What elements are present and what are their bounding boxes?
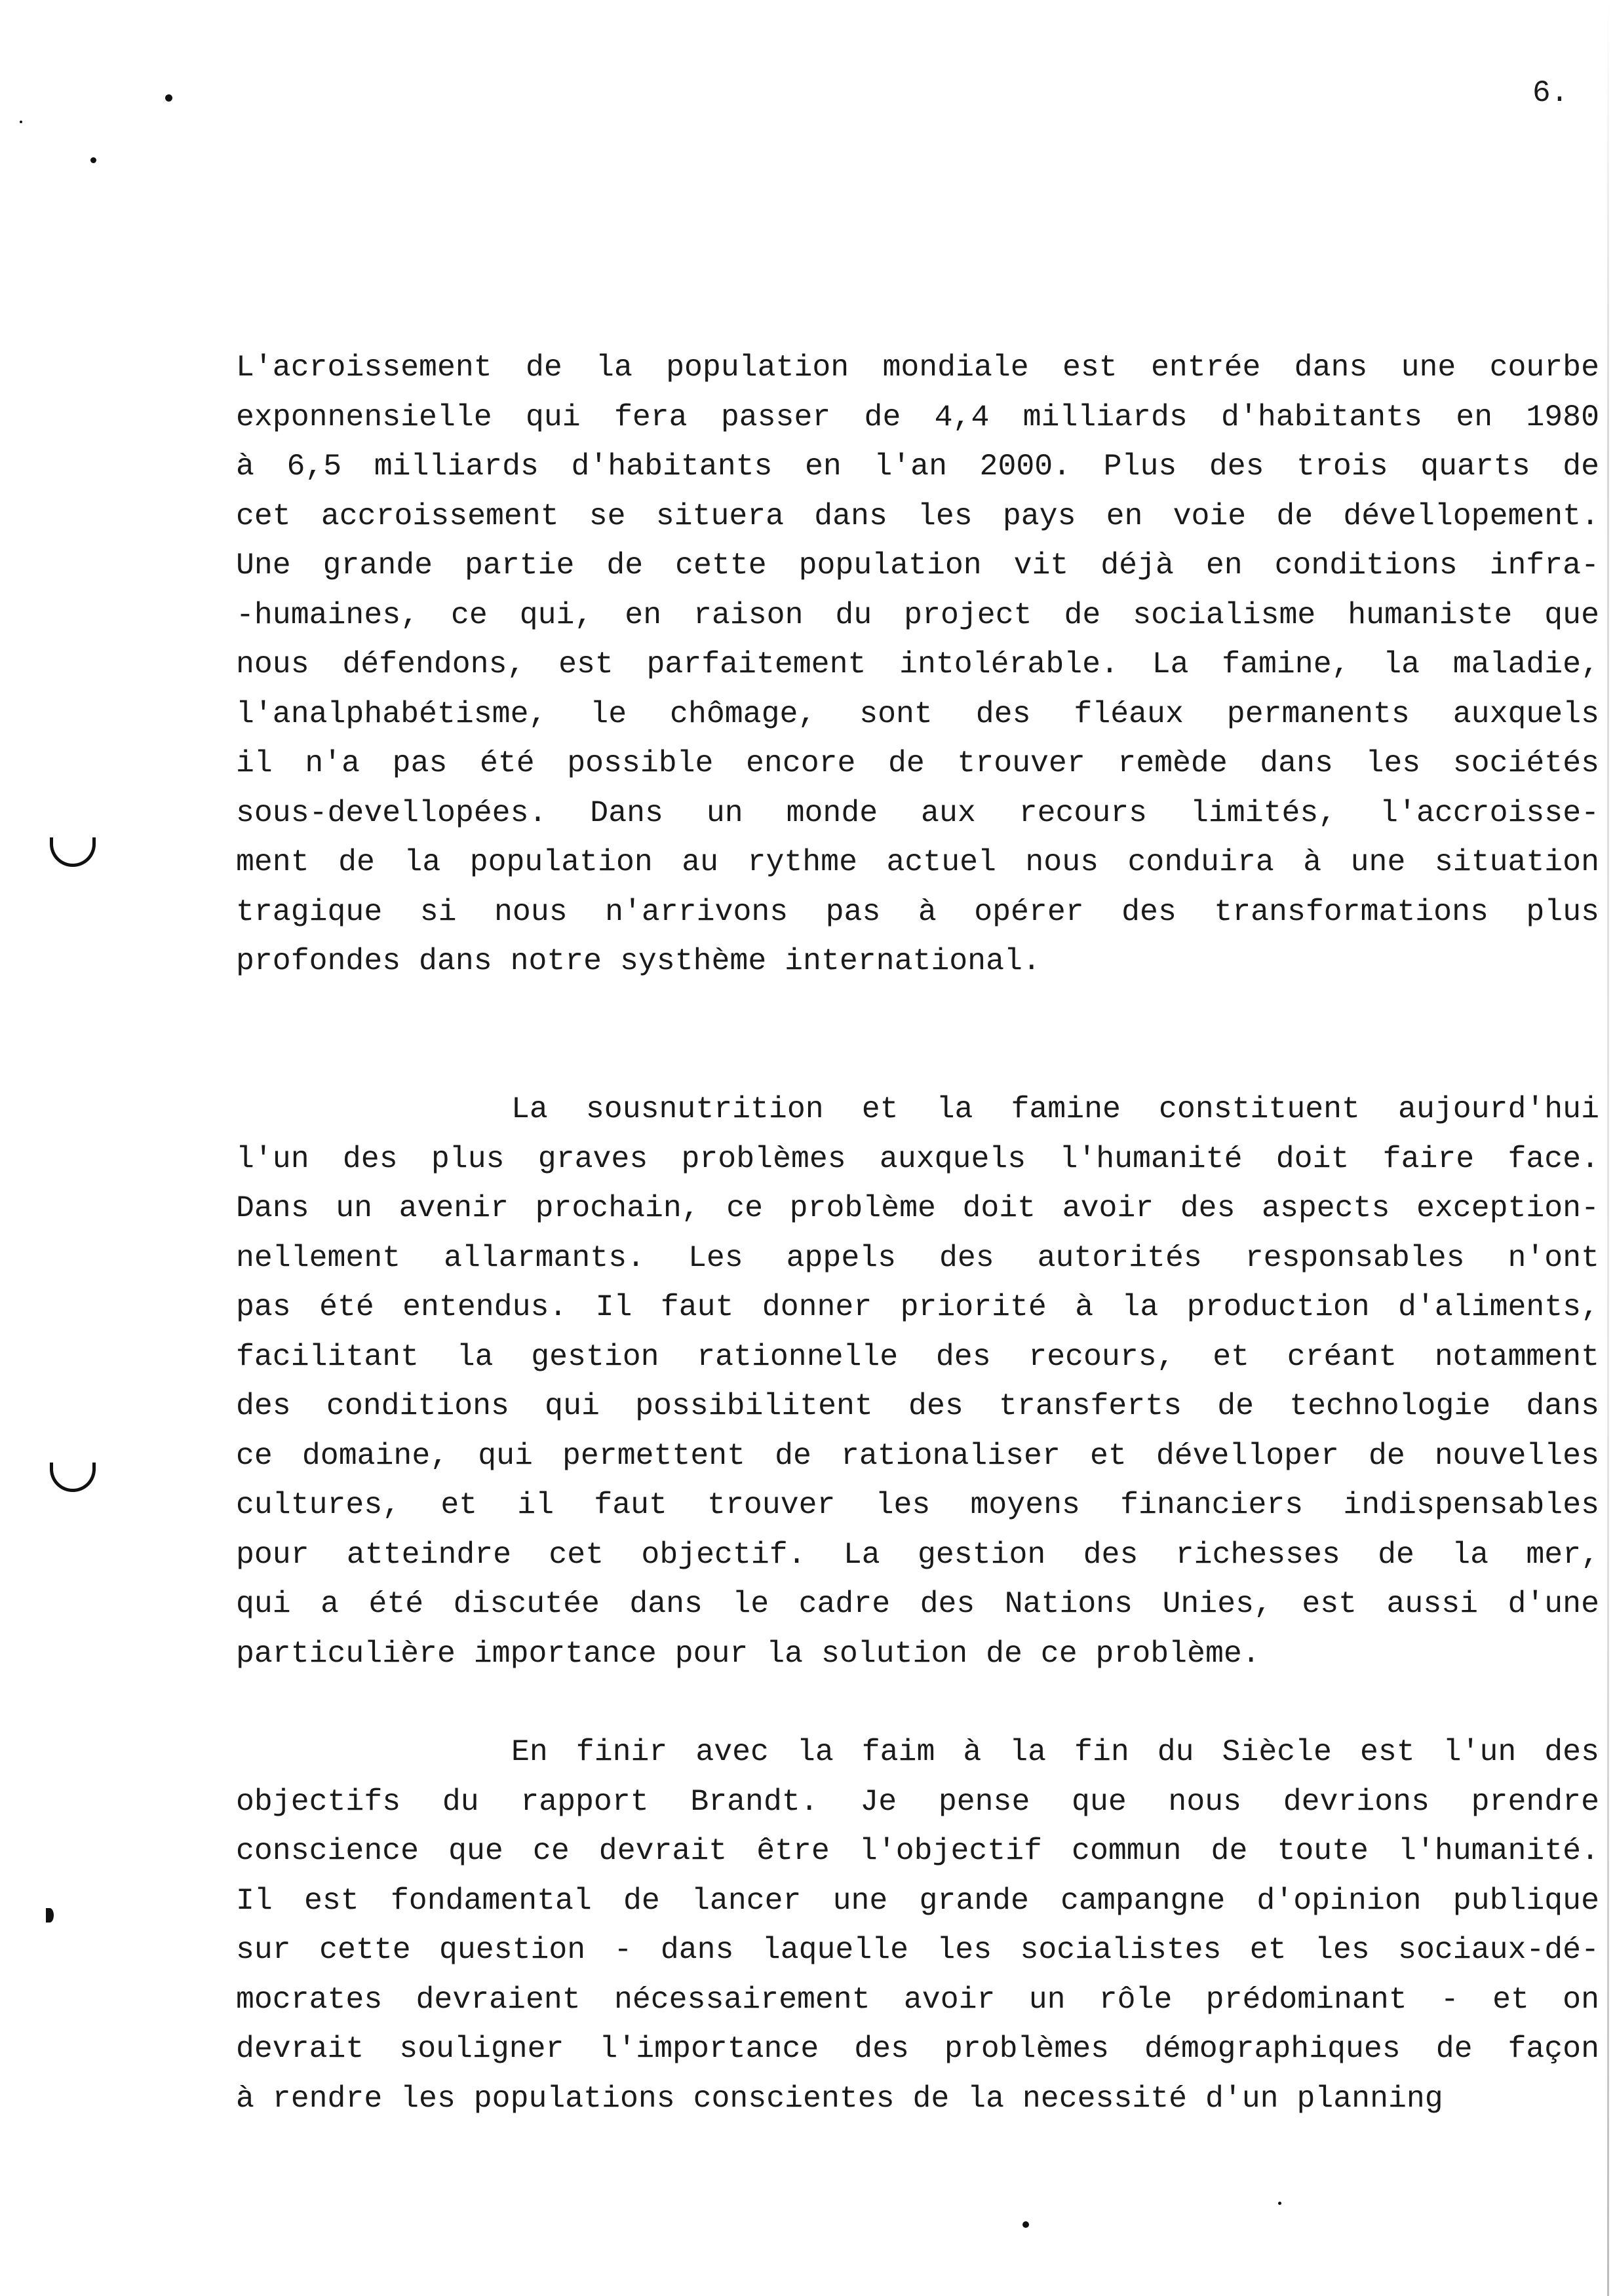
scan-mark: [46, 1908, 54, 1923]
text-line: devrait souligner l'importance des problèmes démographiques de façon: [236, 2031, 1599, 2066]
paragraph: [236, 1727, 1599, 2123]
text-line: L'acroissement de la population mondiale est entrée dans une courbe: [236, 350, 1599, 385]
text-line: objectifs du rapport Brandt. Je pense que nous devrions prendre: [236, 1784, 1599, 1819]
text-line: profondes dans notre systhème international.: [236, 944, 1041, 978]
text-line: En finir avec la faim à la fin du Siècle est l'un des: [511, 1734, 1599, 1769]
text-line: Dans un avenir prochain, ce problème doit avoir des aspects exception-: [236, 1191, 1599, 1225]
text-line: mocrates devraient nécessairement avoir un rôle prédominant - et on: [236, 1981, 1599, 2017]
text-line: particulière importance pour la solution de ce problème.: [236, 1636, 1260, 1671]
text-line: à rendre les populations conscientes de la necessité d'un planning: [236, 2080, 1443, 2116]
text-line: pour atteindre cet objectif. La gestion des richesses de la mer,: [236, 1537, 1599, 1572]
text-line: des conditions qui possibilitent des transferts de technologie dans: [236, 1388, 1599, 1423]
text-line: La sousnutrition et la famine constituent aujourd'hui: [511, 1092, 1599, 1126]
scan-dot: [20, 121, 22, 123]
text-line: nous défendons, est parfaitement intolérable. La famine, la maladie,: [236, 647, 1599, 681]
paragraph: [236, 1084, 1599, 1678]
text-line: Une grande partie de cette population vit déjà en conditions infra-: [236, 548, 1599, 583]
punch-hole-mark: [50, 1463, 96, 1492]
text-line: conscience que ce devrait être l'objectif commun de toute l'humanité.: [236, 1833, 1599, 1868]
scan-edge: [1607, 0, 1609, 2296]
page-number: 6.: [1532, 76, 1569, 110]
text-line: à 6,5 milliards d'habitants en l'an 2000. Plus des trois quarts de: [236, 449, 1599, 484]
text-line: exponnensielle qui fera passer de 4,4 milliards d'habitants en 1980: [236, 399, 1599, 434]
scan-dot: [1278, 2202, 1281, 2205]
text-line: l'un des plus graves problèmes auxquels l'humanité doit faire face.: [236, 1141, 1599, 1176]
scan-dot: [1022, 2221, 1029, 2228]
text-line: tragique si nous n'arrivons pas à opérer des transformations plus: [236, 894, 1599, 929]
text-line: cet accroissement se situera dans les pays en voie de dévellopement.: [236, 498, 1599, 533]
text-line: ment de la population au rythme actuel nous conduira à une situation: [236, 845, 1599, 879]
text-line: ce domaine, qui permettent de rationaliser et dévelloper de nouvelles: [236, 1438, 1599, 1473]
paragraph: [236, 343, 1599, 986]
text-line: nellement allarmants. Les appels des autorités responsables n'ont: [236, 1240, 1599, 1275]
text-line: Il est fondamental de lancer une grande campangne d'opinion publique: [236, 1883, 1599, 1918]
punch-hole-mark: [50, 837, 96, 867]
text-line: cultures, et il faut trouver les moyens financiers indispensables: [236, 1487, 1599, 1522]
text-line: sur cette question - dans laquelle les socialistes et les sociaux-dé-: [236, 1932, 1599, 1967]
text-line: sous-devellopées. Dans un monde aux recours limités, l'accroisse-: [236, 795, 1599, 830]
text-line: facilitant la gestion rationnelle des recours, et créant notamment: [236, 1339, 1599, 1374]
text-line: -humaines, ce qui, en raison du project de socialisme humaniste que: [236, 597, 1599, 632]
text-line: l'analphabétisme, le chômage, sont des fléaux permanents auxquels: [236, 696, 1599, 731]
text-line: qui a été discutée dans le cadre des Nations Unies, est aussi d'une: [236, 1586, 1599, 1621]
scan-dot: [165, 94, 172, 102]
text-line: pas été entendus. Il faut donner priorité à la production d'aliments,: [236, 1290, 1599, 1324]
scan-dot: [90, 157, 96, 163]
text-line: il n'a pas été possible encore de trouver remède dans les sociétés: [236, 746, 1599, 780]
